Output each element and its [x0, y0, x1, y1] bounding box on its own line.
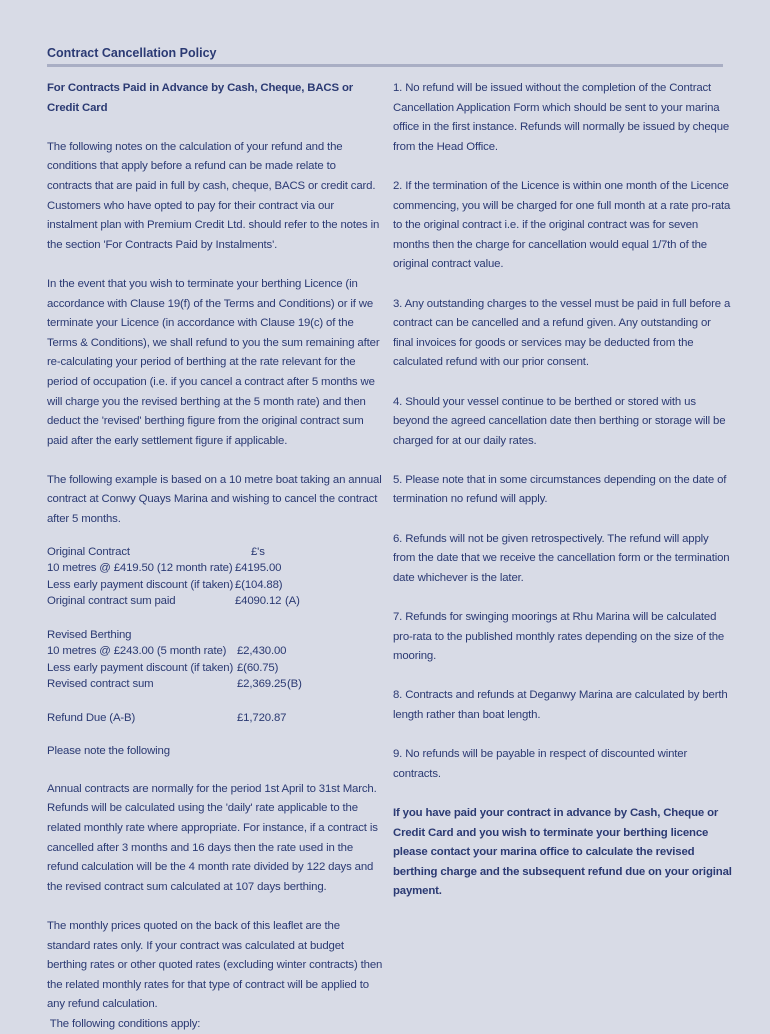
table-row: Less early payment discount (if taken) £(104.88): [47, 578, 283, 591]
table-row: 10 metres @ £243.00 (5 month rate) £2,430.00: [47, 645, 287, 658]
title-divider: [47, 64, 723, 67]
condition-item: 1. No refund will be issued without the completion of the Contract Cancellation Application Form which should be sent to your marina office in the first instance. Refunds will normally be issued by cheque from the Head Office.: [393, 82, 730, 153]
conditions-intro: The following conditions apply:: [47, 1017, 201, 1030]
closing-instruction: If you have paid your contract in advance by Cash, Cheque or Credit Card and you wish to terminate your berthing licence please contact your marina office to calculate the revised berthing charge and the subsequent refund due on your original payment.: [393, 806, 732, 898]
condition-item: 4. Should your vessel continue to be berthed or stored with us beyond the agreed cancellation date then berthing or storage will be charged for at our daily rates.: [393, 395, 726, 447]
table-row: Revised contract sum £2,369.25 (B): [47, 678, 302, 691]
monthly-prices-paragraph: The monthly prices quoted on the back of this leaflet are the standard rates only. If your contract was calculated at budget berthing rates or other quoted rates (excluding winter contracts) then the related monthly rates for that type of contract will be applied to any refund calculation.: [47, 919, 383, 1011]
condition-item: 3. Any outstanding charges to the vessel must be paid in full before a contract can be cancelled and a refund given. Any outstanding or final invoices for goods or services may be deducted from the calculated refund with our prior consent.: [393, 297, 731, 369]
revised-berthing-heading: Revised Berthing: [47, 628, 132, 641]
example-paragraph: The following example is based on a 10 metre boat taking an annual contract at Conwy Quays Marina and wishing to cancel the contract after 5 months.: [47, 473, 382, 526]
table-row: 10 metres @ £419.50 (12 month rate) £4195.00: [47, 562, 282, 575]
condition-item: 7. Refunds for swinging moorings at Rhu Marina will be calculated pro-rata to the published monthly rates depending on the size of the mooring.: [393, 611, 725, 663]
note-heading: Please note the following: [47, 745, 170, 758]
condition-item: 2. If the termination of the Licence is within one month of the Licence commencing, you will be charged for one full month at a rate pro-rata to the original contract i.e. if the original contract was for seven months then the charge for cancellation would equal 1/7th of the original contract value.: [393, 179, 731, 271]
annual-contracts-paragraph: Annual contracts are normally for the period 1st April to 31st March. Refunds will be calculated using the 'daily' rate applicable to the related monthly rate where appropriate. For instance, if a contract is cancelled after 3 months and 16 days then the rate used in the refund calculation will be the 4 month rate divided by 122 days and the revised contract sum calculated at 107 days berthing.: [47, 782, 378, 893]
original-contract-table: [47, 544, 383, 610]
refund-due-amount: £1,720.87: [237, 711, 287, 724]
refund-due-label: Refund Due (A-B): [47, 711, 136, 724]
revised-berthing-table: [47, 627, 383, 693]
table-row: Less early payment discount (if taken) £(60.75): [47, 661, 279, 674]
section-subtitle: For Contracts Paid in Advance by Cash, Cheque, BACS or Credit Card: [47, 82, 354, 114]
original-contract-heading: Original Contract: [47, 545, 130, 558]
table-row: Original contract sum paid £4090.12 (A): [47, 595, 300, 608]
currency-header: £'s: [251, 545, 265, 558]
condition-item: 9. No refunds will be payable in respect of discounted winter contracts.: [393, 748, 688, 780]
left-column: [47, 79, 383, 1034]
right-column: [393, 79, 733, 902]
intro-paragraph: The following notes on the calculation of your refund and the conditions that apply before a refund can be made relate to contracts that are paid in full by cash, cheque, BACS or credit card. Customers who have opted to pay for their contract via our instalment plan with Premium Credit Ltd. should refer to the notes in the section 'For Contracts Paid by Instalments'.: [47, 140, 380, 251]
refund-due-row: [47, 710, 383, 727]
termination-paragraph: In the event that you wish to terminate your berthing Licence (in accordance with Clause 19(f) of the Terms and Conditions) or if we terminate your Licence (in accordance with Clause 19(c) of the Terms & Conditions), we shall refund to you the sum remaining after re-calculating your period of berthing at the rate relevant for the period of occupation (i.e. if you cancel a contract after 5 months we will charge you the revised berthing at the 5 month rate) and then deduct the 'revised' berthing figure from the original contract sum paid after the early settlement figure if applicable.: [47, 277, 380, 447]
condition-item: 5. Please note that in some circumstances depending on the date of termination no refund will apply.: [393, 473, 727, 506]
page-title: Contract Cancellation Policy: [47, 46, 217, 60]
condition-item: 6. Refunds will not be given retrospectively. The refund will apply from the date that we receive the cancellation form or the termination date whichever is the later.: [393, 532, 730, 584]
condition-item: 8. Contracts and refunds at Deganwy Marina are calculated by berth length rather than boat length.: [393, 689, 728, 721]
